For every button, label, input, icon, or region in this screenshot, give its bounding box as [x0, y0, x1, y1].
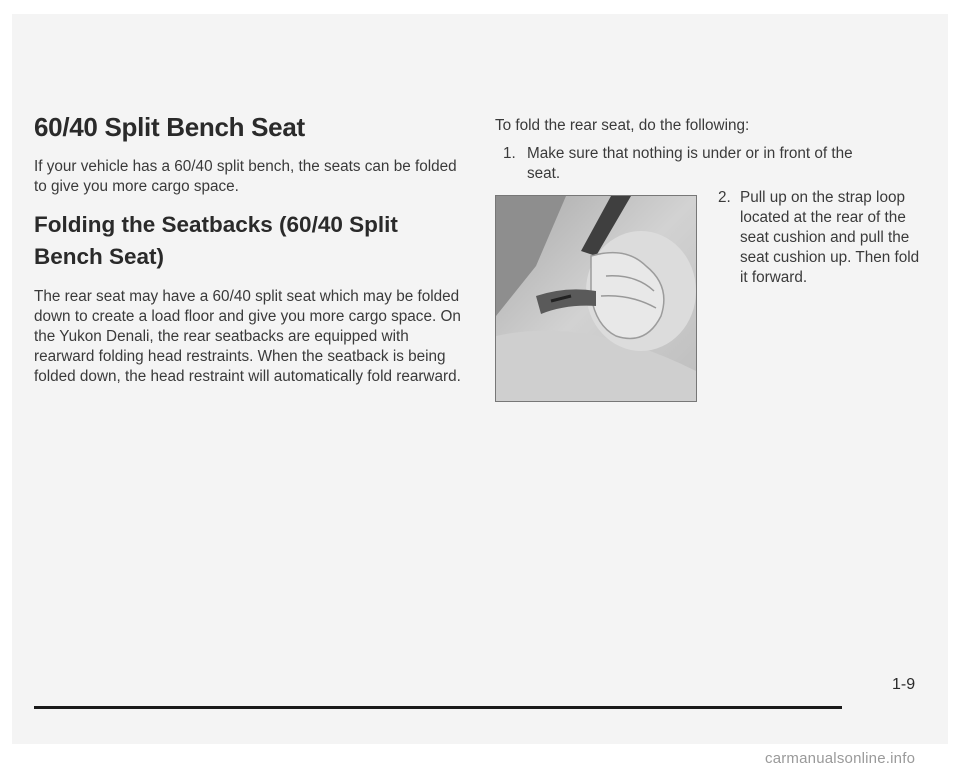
right-column — [495, 116, 925, 184]
step-2 — [718, 188, 938, 288]
step-1 — [495, 144, 925, 184]
section-title: 60/40 Split Bench Seat — [34, 112, 305, 142]
watermark: carmanualsonline.info — [765, 750, 916, 767]
step-text: Make sure that nothing is under or in front of the seat. — [527, 145, 853, 182]
step-number: 2. — [718, 189, 731, 206]
left-column — [34, 112, 464, 387]
footer-divider — [34, 706, 842, 709]
subsection-title: Folding the Seatbacks (60/40 Split Bench Seat) — [34, 212, 398, 269]
step-text: Pull up on the strap loop located at the rear of the seat cushion and pull the seat cushion up. Then fold it forward. — [740, 189, 920, 286]
seat-strap-photo — [495, 195, 697, 402]
body-paragraph: The rear seat may have a 60/40 split seat which may be folded down to create a load floor and give you more cargo space. On the Yukon Denali, the rear seatbacks are equipped with rearward folding head restraints. When the seatback is being folded down, the head restraint will automatically fold rearward. — [34, 288, 461, 385]
page-number: 1-9 — [892, 676, 916, 693]
hand-pulling-strap-illustration — [496, 196, 696, 401]
step-number: 1. — [503, 145, 516, 162]
instructions-lead: To fold the rear seat, do the following: — [495, 117, 750, 134]
intro-paragraph: If your vehicle has a 60/40 split bench, the seats can be folded to give you more cargo space. — [34, 158, 457, 195]
